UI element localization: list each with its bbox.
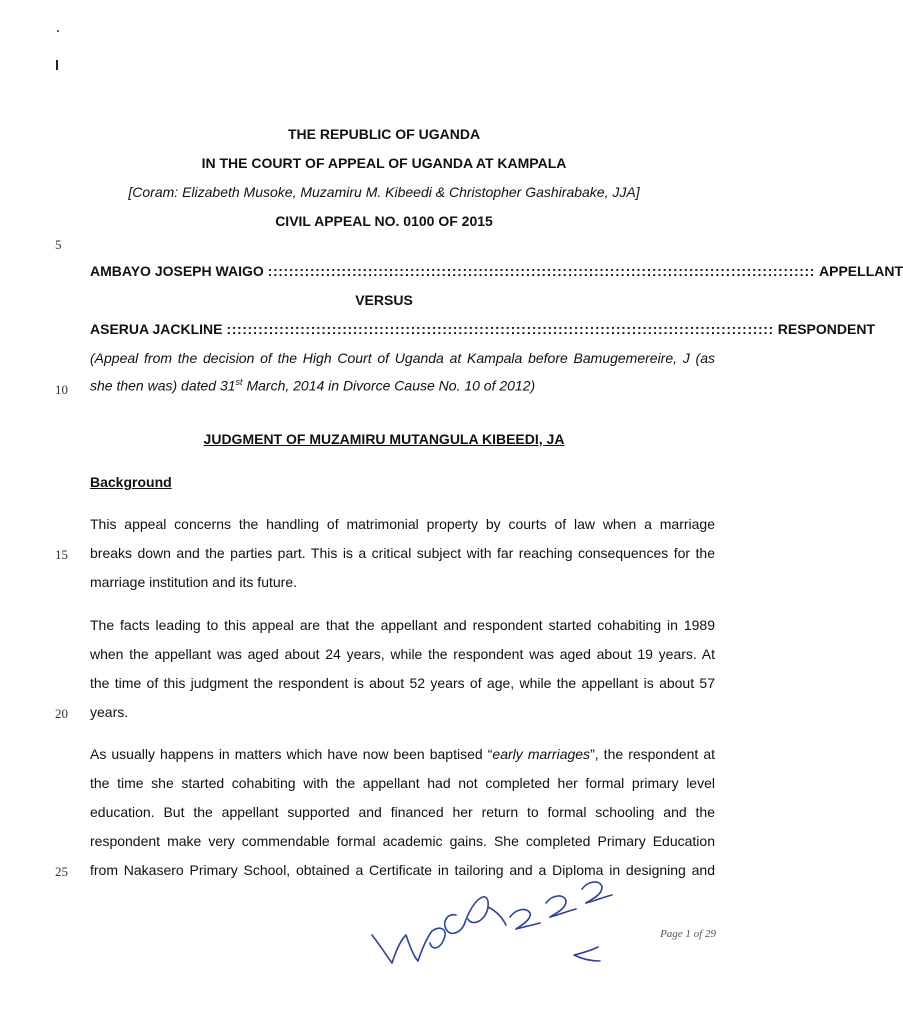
appeal-note-ordinal: st	[235, 377, 243, 387]
section-heading-wrap	[90, 474, 172, 492]
paragraph-2-line-4: years.	[90, 704, 129, 720]
paragraph-3-line-1	[90, 746, 715, 762]
paragraph-2-line-2: when the appellant was aged about 24 years, while the respondent was aged about 19 years. At	[90, 646, 715, 662]
line-number-25: 25	[55, 864, 68, 879]
appeal-note-line-1: (Appeal from the decision of the High Court of Uganda at Kampala before Bamugemereire, J (as	[90, 350, 715, 366]
respondent-name: ASERUA JACKLINE	[90, 321, 223, 337]
paragraph-3-line-4: respondent make very commendable formal academic gains. She completed Primary Education	[90, 833, 715, 849]
line-number-20: 20	[55, 706, 68, 721]
paragraph-1-line-2: breaks down and the parties part. This is a critical subject with far reaching consequences for the	[90, 545, 715, 561]
line-number-10: 10	[55, 382, 68, 397]
court-title: IN THE COURT OF APPEAL OF UGANDA AT KAMPALA	[201, 155, 567, 171]
republic-title: THE REPUBLIC OF UGANDA	[287, 126, 481, 142]
section-heading: Background	[90, 474, 172, 490]
paragraph-3-line-2: the time she started cohabiting with the appellant had not completed her formal primary level	[90, 775, 715, 791]
respondent-dots: ::::::::::::::::::::::::::::::::::::::::::::::::::::::::::::::::::::::::::::::::::::::::::::::::::::::::	[226, 321, 774, 337]
paragraph-2-line-3: the time of this judgment the respondent is about 52 years of age, while the appellant is about 57	[90, 675, 715, 691]
respondent-line	[90, 321, 875, 337]
versus: VERSUS	[355, 292, 413, 308]
paragraph-3-line-5: from Nakasero Primary School, obtained a Certificate in tailoring and a Diploma in designing and	[90, 862, 715, 878]
judgment-title-wrap	[0, 431, 768, 449]
appellant-name: AMBAYO JOSEPH WAIGO	[90, 263, 264, 279]
paragraph-1-line-3: marriage institution and its future.	[90, 574, 297, 590]
scan-mark	[56, 60, 58, 70]
paragraph-3-line-3: education. But the appellant supported and financed her return to formal schooling and the	[90, 804, 715, 820]
appellant-line	[90, 263, 903, 279]
case-number: CIVIL APPEAL NO. 0100 OF 2015	[275, 213, 493, 229]
appellant-dots: ::::::::::::::::::::::::::::::::::::::::::::::::::::::::::::::::::::::::::::::::::::::::::::::::::::::::	[267, 263, 816, 279]
page-number: Page 1 of 29	[660, 928, 716, 940]
paragraph-3-emphasis: early marriages	[492, 746, 591, 762]
scan-speck	[57, 30, 59, 32]
appeal-note-line-2	[90, 374, 715, 394]
paragraph-3-text: As usually happens in matters which have now been baptised “	[90, 746, 493, 762]
handwritten-signature	[360, 855, 620, 985]
appeal-note-text-end: March, 2014 in Divorce Cause No. 10 of 2012)	[242, 377, 536, 394]
appeal-note-text: she then was) dated 31	[90, 377, 236, 394]
paragraph-3-text-end: ”, the respondent at	[590, 746, 715, 762]
paragraph-2-line-1: The facts leading to this appeal are that the appellant and respondent started cohabiting in 1989	[90, 617, 715, 633]
line-number-5: 5	[55, 237, 62, 252]
appellant-role: APPELLANT	[819, 263, 903, 279]
coram: [Coram: Elizabeth Musoke, Muzamiru M. Kibeedi & Christopher Gashirabake, JJA]	[128, 184, 640, 200]
line-number-15: 15	[55, 547, 68, 562]
paragraph-1-line-1: This appeal concerns the handling of matrimonial property by courts of law when a marriage	[90, 516, 715, 532]
judgment-title: JUDGMENT OF MUZAMIRU MUTANGULA KIBEEDI, JA	[203, 431, 565, 447]
respondent-role: RESPONDENT	[777, 321, 875, 337]
